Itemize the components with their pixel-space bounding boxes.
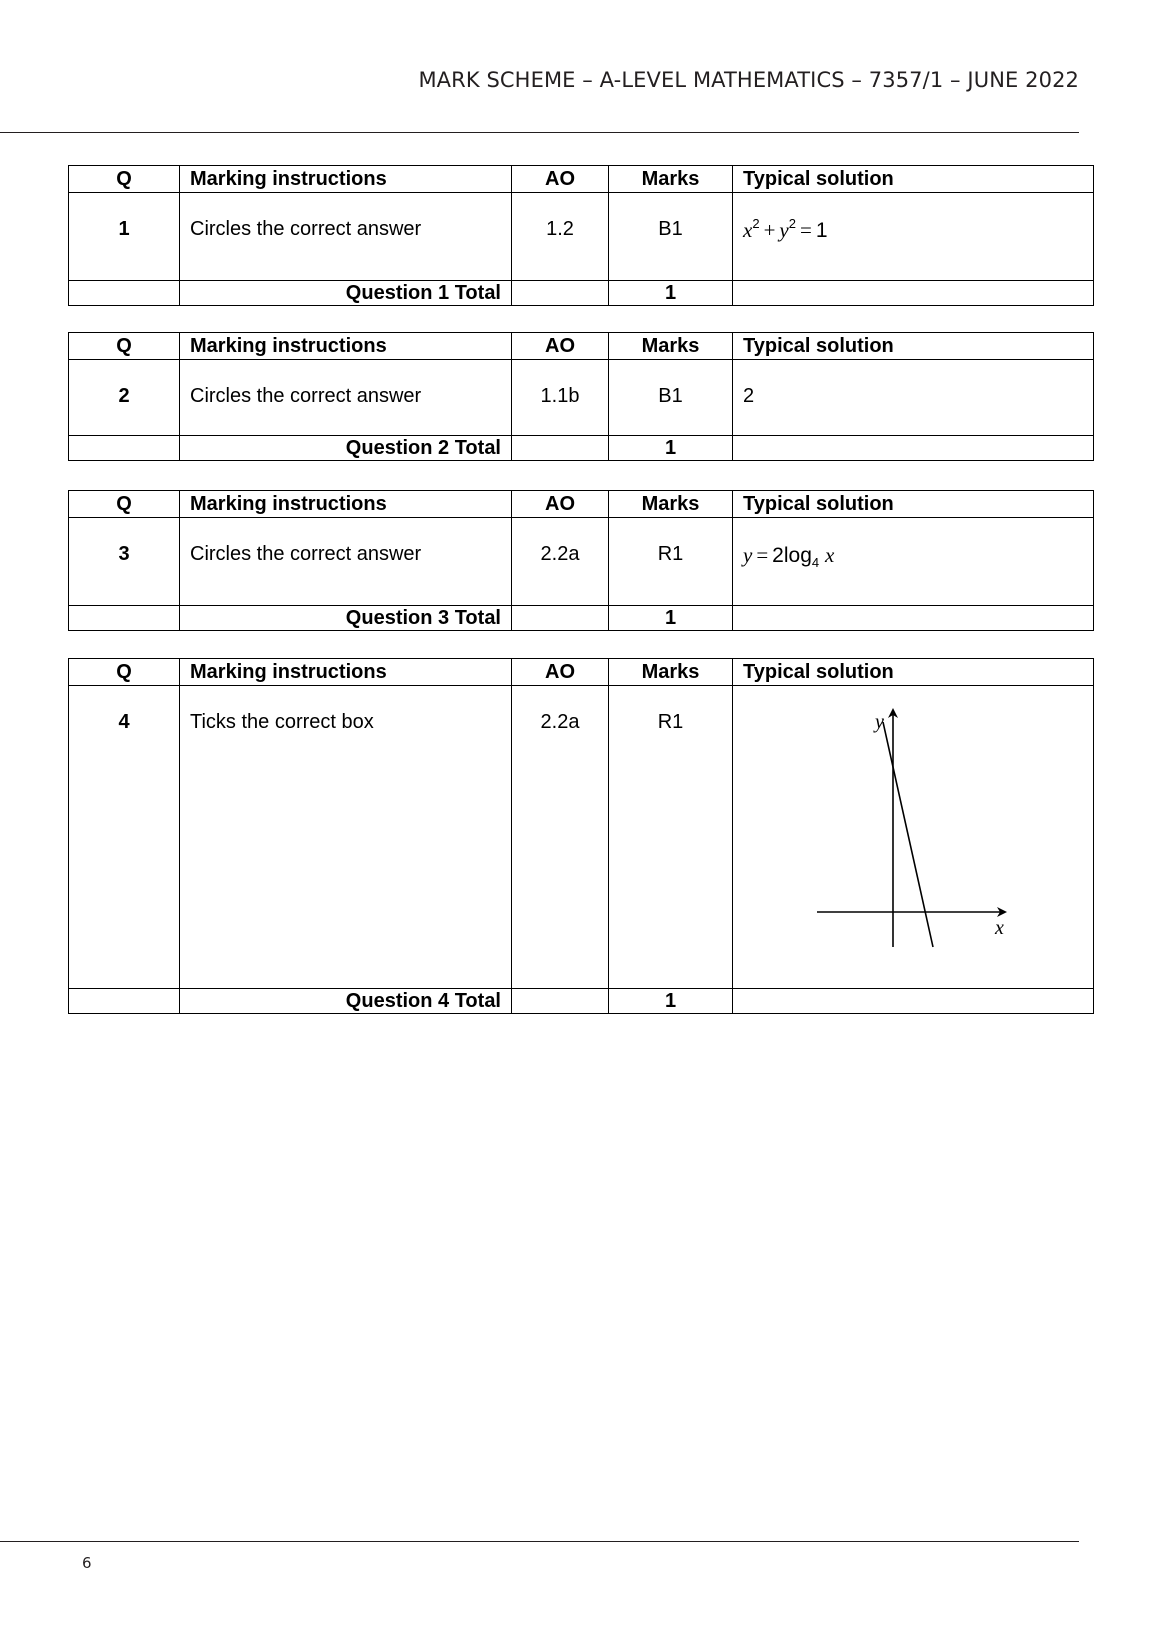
col-q-header: Q bbox=[69, 659, 180, 686]
footer-rule bbox=[0, 1541, 1079, 1542]
solution-equation: $x^2 + y^2 = 1$ bbox=[743, 216, 828, 242]
question-total-label: Question 4 Total bbox=[180, 989, 512, 1014]
col-ao-header: AO bbox=[512, 166, 609, 193]
col-typical-solution-header: Typical solution bbox=[733, 333, 1094, 360]
col-marks-header: Marks bbox=[609, 659, 733, 686]
question-4-table bbox=[68, 658, 1094, 1014]
table-row bbox=[69, 518, 1094, 606]
table-header-row bbox=[69, 166, 1094, 193]
question-total-value: 1 bbox=[609, 606, 733, 631]
col-marking-instructions-header: Marking instructions bbox=[180, 491, 512, 518]
question-total-value: 1 bbox=[609, 281, 733, 306]
col-ao-header: AO bbox=[512, 491, 609, 518]
header-rule bbox=[0, 132, 1079, 133]
page-number: 6 bbox=[82, 1554, 92, 1572]
question-1-table bbox=[68, 165, 1094, 306]
table-row bbox=[69, 360, 1094, 436]
col-marking-instructions-header: Marking instructions bbox=[180, 166, 512, 193]
typical-solution bbox=[733, 518, 1094, 606]
question-number: 3 bbox=[69, 518, 180, 606]
marking-instruction: Circles the correct answer bbox=[180, 518, 512, 606]
table-header-row bbox=[69, 659, 1094, 686]
col-marking-instructions-header: Marking instructions bbox=[180, 659, 512, 686]
question-total-label: Question 2 Total bbox=[180, 436, 512, 461]
marking-instruction: Circles the correct answer bbox=[180, 360, 512, 436]
table-row bbox=[69, 686, 1094, 989]
col-ao-header: AO bbox=[512, 333, 609, 360]
col-marks-header: Marks bbox=[609, 333, 733, 360]
question-total-row bbox=[69, 436, 1094, 461]
col-marking-instructions-header: Marking instructions bbox=[180, 333, 512, 360]
col-marks-header: Marks bbox=[609, 166, 733, 193]
typical-solution: 2 bbox=[733, 360, 1094, 436]
table-header-row bbox=[69, 491, 1094, 518]
question-total-label: Question 3 Total bbox=[180, 606, 512, 631]
marks-value: R1 bbox=[609, 686, 733, 989]
solution-equation: $y = 2\log_4$ x bbox=[743, 543, 835, 570]
question-3-table bbox=[68, 490, 1094, 631]
question-total-row bbox=[69, 606, 1094, 631]
table-row bbox=[69, 193, 1094, 281]
table-header-row bbox=[69, 333, 1094, 360]
marks-value: R1 bbox=[609, 518, 733, 606]
ao-value: 1.2 bbox=[512, 193, 609, 281]
question-total-row bbox=[69, 281, 1094, 306]
col-q-header: Q bbox=[69, 333, 180, 360]
typical-solution bbox=[733, 686, 1094, 989]
solution-graph bbox=[743, 692, 1083, 960]
question-total-row bbox=[69, 989, 1094, 1014]
line-graph-sketch bbox=[813, 692, 1033, 960]
col-typical-solution-header: Typical solution bbox=[733, 491, 1094, 518]
document-header-title: MARK SCHEME – A-LEVEL MATHEMATICS – 7357/1 – JUNE 2022 bbox=[418, 68, 1079, 92]
ao-value: 2.2a bbox=[512, 518, 609, 606]
col-typical-solution-header: Typical solution bbox=[733, 659, 1094, 686]
question-number: 1 bbox=[69, 193, 180, 281]
col-ao-header: AO bbox=[512, 659, 609, 686]
marks-value: B1 bbox=[609, 193, 733, 281]
question-total-label: Question 1 Total bbox=[180, 281, 512, 306]
y-axis-label: y bbox=[875, 711, 884, 733]
col-q-header: Q bbox=[69, 166, 180, 193]
x-axis-label: x bbox=[995, 917, 1004, 939]
question-total-value: 1 bbox=[609, 989, 733, 1014]
col-typical-solution-header: Typical solution bbox=[733, 166, 1094, 193]
marking-instruction: Circles the correct answer bbox=[180, 193, 512, 281]
ao-value: 1.1b bbox=[512, 360, 609, 436]
marking-instruction: Ticks the correct box bbox=[180, 686, 512, 989]
question-number: 4 bbox=[69, 686, 180, 989]
question-total-value: 1 bbox=[609, 436, 733, 461]
question-number: 2 bbox=[69, 360, 180, 436]
ao-value: 2.2a bbox=[512, 686, 609, 989]
typical-solution bbox=[733, 193, 1094, 281]
graph-line bbox=[883, 722, 933, 947]
col-marks-header: Marks bbox=[609, 491, 733, 518]
question-2-table bbox=[68, 332, 1094, 461]
marks-value: B1 bbox=[609, 360, 733, 436]
col-q-header: Q bbox=[69, 491, 180, 518]
